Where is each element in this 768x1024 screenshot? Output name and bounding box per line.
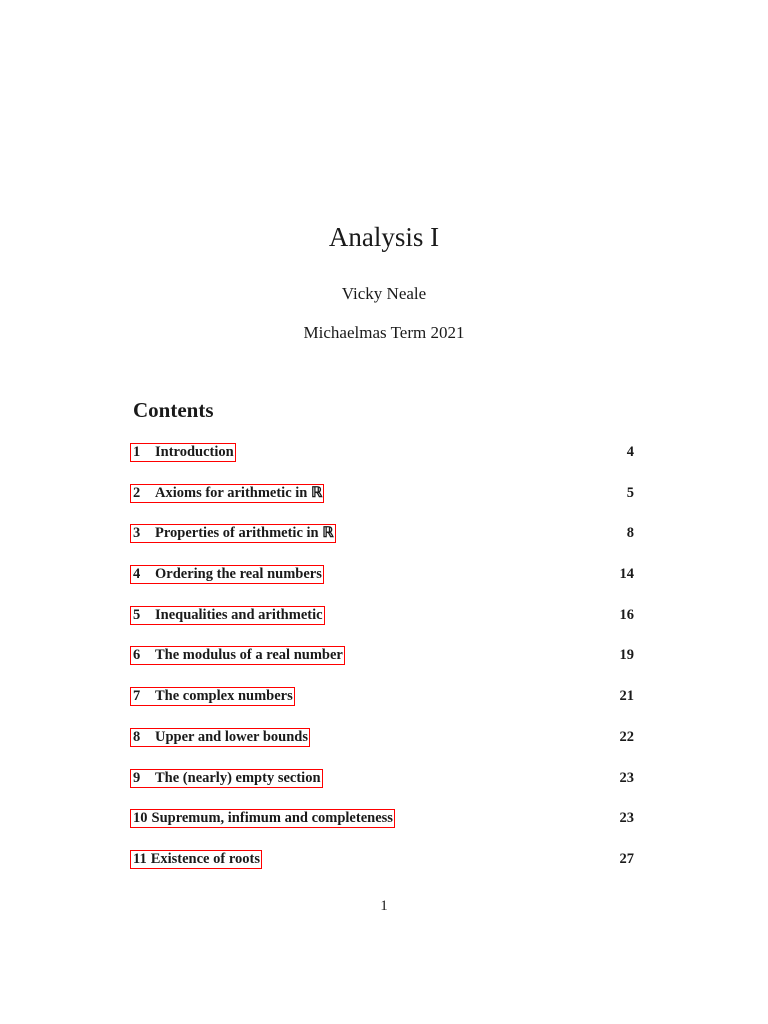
toc-entry-title: Ordering the real numbers (155, 566, 322, 583)
toc-entry-number: 4 (133, 566, 141, 583)
toc-entry-number: 9 (133, 769, 141, 786)
toc-link-ordering[interactable] (130, 565, 324, 584)
toc-entry-page: 5 (626, 484, 634, 501)
toc-entry-number: 2 (133, 484, 141, 501)
toc-entry-number: 7 (133, 688, 141, 705)
toc-entry (130, 524, 635, 565)
toc-entry-page: 14 (619, 566, 634, 583)
toc-link-inequalities[interactable] (130, 606, 325, 625)
toc-entry-number: 8 (133, 728, 141, 745)
toc-entry-title: Existence of roots (150, 850, 260, 867)
toc-entry (130, 769, 635, 810)
toc-link-modulus[interactable] (130, 646, 345, 665)
toc-entry-title: Upper and lower bounds (155, 728, 308, 745)
toc-entry-number: 5 (133, 606, 141, 623)
document-title: Analysis I (328, 222, 440, 252)
toc-entry (130, 646, 635, 687)
toc-entry-page: 22 (619, 728, 634, 745)
toc-entry-title: The (nearly) empty section (155, 769, 321, 786)
toc-entry-page: 16 (619, 606, 634, 623)
toc-link-introduction[interactable] (130, 443, 236, 462)
toc-link-axioms[interactable] (130, 484, 324, 503)
toc-entry-title: Inequalities and arithmetic (155, 606, 323, 623)
toc-entry-number: 10 (133, 810, 148, 827)
toc-entry (130, 687, 635, 728)
toc-entry-page: 23 (619, 769, 634, 786)
toc-entry (130, 565, 635, 606)
toc-entry-page: 4 (626, 444, 634, 460)
toc-entry-page: 21 (619, 688, 634, 705)
toc-entry (130, 443, 635, 484)
toc-entry-title: The modulus of a real number (155, 647, 343, 664)
page-number: 1 (380, 898, 388, 914)
toc-link-roots[interactable] (130, 850, 262, 869)
toc-entry-page: 8 (626, 525, 634, 542)
toc-entry-number: 3 (133, 525, 141, 542)
toc-entry-page: 27 (619, 850, 634, 867)
toc-entry-page: 19 (619, 647, 634, 664)
toc-link-bounds[interactable] (130, 728, 310, 747)
toc-entry-title: Supremum, infimum and completeness (151, 810, 393, 827)
toc-entry-title: The complex numbers (155, 688, 293, 705)
toc-entry-title: Introduction (155, 444, 234, 460)
contents-heading: Contents (133, 398, 214, 422)
toc-link-complex-numbers[interactable] (130, 687, 295, 706)
document-date: Michaelmas Term 2021 (303, 323, 465, 342)
document-author: Vicky Neale (341, 284, 427, 303)
toc-entry-title: Axioms for arithmetic in ℝ (155, 484, 323, 501)
toc-entry (130, 728, 635, 769)
toc-link-properties[interactable] (130, 524, 336, 543)
toc-entry (130, 850, 635, 891)
toc-entry-page: 23 (619, 810, 634, 827)
toc-entry (130, 606, 635, 647)
toc-link-supremum[interactable] (130, 809, 395, 828)
toc-entry-number: 1 (133, 444, 141, 460)
toc-entry (130, 809, 635, 850)
toc-entry-number: 6 (133, 647, 141, 664)
toc-entry (130, 484, 635, 525)
toc-link-empty-section[interactable] (130, 769, 323, 788)
toc-entry-number: 11 (133, 850, 147, 867)
table-of-contents (130, 443, 635, 891)
toc-entry-title: Properties of arithmetic in ℝ (155, 525, 334, 542)
